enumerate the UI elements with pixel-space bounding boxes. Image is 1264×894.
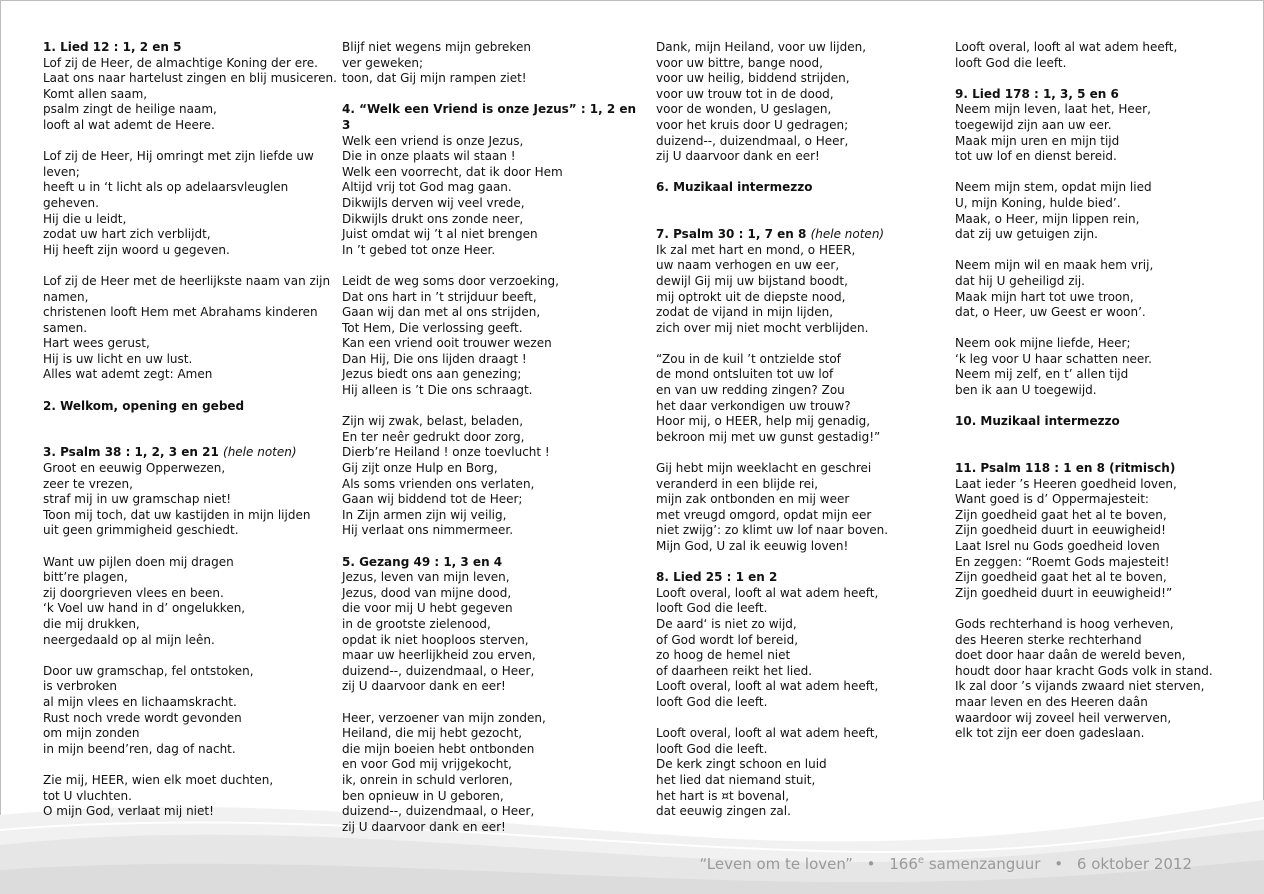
footer-separator: •	[1054, 855, 1064, 873]
spacer	[656, 196, 956, 212]
column-4	[955, 40, 1255, 757]
song-heading-note: (hele noten)	[810, 227, 885, 242]
song-heading	[43, 40, 343, 56]
song-heading-text: 4. “Welk een Vriend is onze Jezus” : 1, 2 en 3	[342, 102, 637, 132]
footer-title: “Leven om te loven”	[699, 855, 853, 873]
song-heading-text: 2. Welkom, opening en gebed	[43, 398, 245, 413]
verse-text: Looft overal, looft al wat adem heeft, looft God die leeft. De kerk zingt schoon en luid het lied dat niemand stuit, het hart is ¤t bovenal, dat eeuwig zingen zal.	[656, 726, 879, 819]
footer-edition-number: 166	[889, 855, 918, 873]
verse-text: Jezus, leven van mijn leven, Jezus, dood van mijne dood, die voor mij U hebt gegeven in de grootste zielenood, opdat ik niet hooploos sterven, maar uw heerlijkheid zou erven, duizend--, duizendmaal, o Heer, zij U daarvoor dank en eer!	[342, 570, 536, 694]
verse-text: Neem mijn wil en maak hem vrij, dat hij U geheiligd zij. Maak mijn hart tot uwe troon, dat, o Heer, uw Geest er woon’.	[955, 258, 1154, 320]
verse-text: Looft overal, looft al wat adem heeft, looft God die leeft. De aard‘ is niet zo wijd, of God wordt lof bereid, zo hoog de hemel niet of daarheen reikt het lied. Looft overal, looft al wat adem heeft, looft God die leeft.	[656, 585, 879, 709]
song-heading-text: 6. Muzikaal intermezzo	[656, 180, 813, 195]
verse-text: Lof zij de Heer, Hij omringt met zijn liefde uw leven; heeft u in ‘t licht als op adelaarsvleuglen geheven. Hij die u leidt, zodat uw hart zich verblijdt, Hij heeft zijn woord u gegeven.	[43, 149, 314, 257]
song-heading-text: 8. Lied 25 : 1 en 2	[656, 570, 778, 585]
verse-text: Gij hebt mijn weeklacht en geschrei veranderd in een blijde rei, mijn zak ontbonden en mij weer met vreugd omgord, opdat mijn eer niet zwijg’: zo klimt uw lof naar boven. Mijn God, U zal ik eeuwig loven!	[656, 461, 889, 553]
song-heading	[656, 180, 956, 196]
verse-text: Looft overal, looft al wat adem heeft, looft God die leeft.	[955, 40, 1178, 70]
verse-text: Dank, mijn Heiland, voor uw lijden, voor uw bittre, bange nood, voor uw heilig, biddend strijden, voor uw trouw tot in de dood, voor de wonden, U geslagen, voor het kruis door U gedragen; duizend--, duizendmaal, o Heer, zij U daarvoor dank en eer!	[656, 40, 867, 164]
song-heading-text: 11. Psalm 118 : 1 en 8 (ritmisch)	[955, 461, 1176, 476]
verse-text: Heer, verzoener van mijn zonden, Heiland, die mij hebt gezocht, die mijn boeien hebt ontbonden en voor God mij vrijgekocht, ik, onrein in schuld verloren, ben opnieuw in U geboren, duizend--, duizendmaal, o Heer, zij U daarvoor dank en eer!	[342, 710, 546, 834]
song-heading	[342, 102, 642, 133]
verse-text: Laat ieder ’s Heeren goedheid loven, Want goed is d’ Oppermajesteit: Zijn goedheid gaat het al te boven, Zijn goedheid duurt in eeuwigheid! Laat Isrel nu Gods goedheid loven En zeggen: “Roemt Gods majesteit! Zijn goedheid gaat het al te boven, Zijn goedheid duurt in eeuwigheid!”	[955, 476, 1177, 600]
verse-text: Neem ook mijne liefde, Heer; ‘k leg voor U haar schatten neer. Neem mij zelf, en t’ allen tijd ben ik aan U toegewijd.	[955, 336, 1152, 398]
verse-text: Leidt de weg soms door verzoeking, Dat ons hart in ’t strijduur beeft, Gaan wij dan met al ons strijden, Tot Hem, Die verlossing geeft. Kan een vriend ooit trouwer wezen Dan Hij, Die ons lijden draagt ! Jezus biedt ons aan genezing; Hij alleen is ’t Die ons schraagt.	[342, 273, 559, 398]
song-heading	[43, 399, 343, 415]
song-heading-text: 3. Psalm 38 : 1, 2, 3 en 21	[43, 445, 219, 460]
spacer	[43, 414, 343, 430]
song-heading-text: 9. Lied 178 : 1, 3, 5 en 6	[955, 86, 1119, 101]
footer-edition-suffix: e	[917, 855, 925, 866]
column-1	[43, 40, 343, 835]
verse-text: Blijf niet wegens mijn gebreken ver geweken; toon, dat Gij mijn rampen ziet!	[342, 40, 531, 86]
song-heading	[955, 87, 1255, 103]
song-heading-text: 5. Gezang 49 : 1, 3 en 4	[342, 554, 503, 569]
verse-text: Ik zal met hart en mond, o HEER, uw naam verhogen en uw eer, dewijl Gij mij uw bijstand boodt, mij optrokt uit de diepste nood, zodat de vijand in mijn lijden, zich over mij niet mocht verblijden.	[656, 242, 869, 335]
song-heading	[955, 461, 1255, 477]
verse-text: Lof zij de Heer met de heerlijkste naam van zijn namen, christenen looft Hem met Abrahams kinderen samen. Hart wees gerust, Hij is uw licht en uw lust. Alles wat ademt zegt: Amen	[43, 273, 331, 382]
verse-text: Want uw pijlen doen mij dragen bitt’re plagen, zij doorgrieven vlees en been. ‘k Voel uw hand in d’ ongelukken, die mij drukken, neergedaald op al mijn leên.	[43, 554, 246, 647]
verse-text: Zie mij, HEER, wien elk moet duchten, tot U vluchten. O mijn God, verlaat mij niet!	[43, 772, 274, 819]
spacer	[955, 430, 1255, 446]
column-3	[656, 40, 956, 835]
song-heading-note: (hele noten)	[223, 445, 297, 460]
song-heading	[955, 414, 1255, 430]
verse-text: Lof zij de Heer, de almachtige Koning der ere. Laat ons naar hartelust zingen en blij musiceren. Komt allen saam, psalm zingt de heilige naam, looft al wat ademt de Heere.	[43, 55, 337, 132]
song-heading	[656, 570, 956, 586]
footer-edition-word: samenzanguur	[928, 855, 1041, 873]
verse-text: Welk een vriend is onze Jezus, Die in onze plaats wil staan ! Welk een voorrecht, dat ik door Hem Altijd vrij tot God mag gaan. Dikwijls derven wij veel vrede, Dikwijls drukt ons zonde neer, Juist omdat wij ’t al niet brengen In ’t gebed tot onze Heer.	[342, 133, 563, 257]
song-heading	[656, 227, 956, 243]
verse-text: Neem mijn stem, opdat mijn lied U, mijn Koning, hulde bied’. Maak, o Heer, mijn lippen rein, dat zij uw getuigen zijn.	[955, 180, 1152, 242]
song-heading	[342, 555, 642, 571]
verse-text: Neem mijn leven, laat het, Heer, toegewijd zijn aan uw eer. Maak mijn uren en mijn tijd tot uw lof en dienst bereid.	[955, 102, 1151, 164]
song-heading	[43, 445, 343, 461]
footer-date: 6 oktober 2012	[1076, 855, 1192, 873]
column-2	[342, 40, 642, 851]
song-heading-text: 1. Lied 12 : 1, 2 en 5	[43, 40, 182, 54]
verse-text: Door uw gramschap, fel ontstoken, is verbroken al mijn vlees en lichaamskracht. Rust noch vrede wordt gevonden om mijn zonden in mijn beend’ren, dag of nacht.	[43, 663, 254, 756]
verse-text: Groot en eeuwig Opperwezen, zeer te vrezen, straf mij in uw gramschap niet! Toon mij toch, dat uw kastijden in mijn lijden uit geen grimmigheid geschiedt.	[43, 461, 311, 538]
verse-text: Zijn wij zwak, belast, beladen, En ter neêr gedrukt door zorg, Dierb’re Heiland ! onze toevlucht ! Gij zijt onze Hulp en Borg, Als soms vrienden ons verlaten, Gaan wij biddend tot de Heer; In Zijn armen zijn wij veilig, Hij verlaat ons nimmermeer.	[342, 414, 550, 538]
song-heading-text: 7. Psalm 30 : 1, 7 en 8	[656, 227, 807, 242]
song-heading-text: 10. Muzikaal intermezzo	[955, 414, 1120, 429]
verse-text: “Zou in de kuil ’t ontzielde stof de mond ontsluiten tot uw lof en van uw redding zingen? Zou het daar verkondigen uw trouw? Hoor mij, o HEER, help mij genadig, bekroon mij met uw gunst gestadig!”	[656, 351, 881, 444]
footer-separator: •	[866, 855, 876, 873]
verse-text: Gods rechterhand is hoog verheven, des Heeren sterke rechterhand doet door haar daân de wereld beven, houdt door haar kracht Gods volk in stand. Ik zal door ’s vijands zwaard niet sterven, maar leven en des Heeren daân waardoor wij zoveel heil verwerven, elk tot zijn eer doen gadeslaan.	[955, 616, 1213, 741]
footer	[699, 855, 1192, 873]
